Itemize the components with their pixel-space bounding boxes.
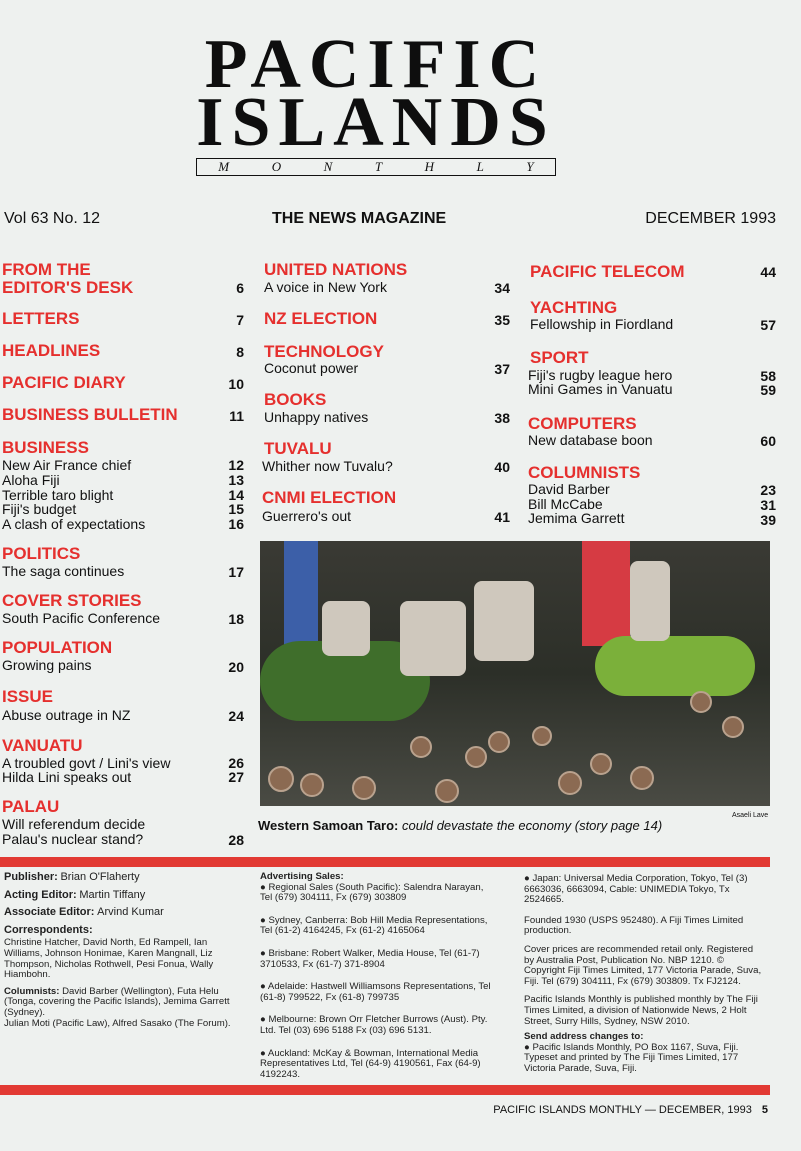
- page-number: 26: [228, 755, 244, 771]
- photo-vendor: [322, 601, 370, 656]
- masthead-logo: [196, 26, 556, 176]
- bottom-red-rule: [0, 1085, 770, 1095]
- page-number: 59: [760, 382, 776, 398]
- photo-taro: [630, 766, 654, 790]
- section-heading[interactable]: BOOKS: [264, 390, 327, 409]
- article-title[interactable]: Growing pains: [2, 657, 92, 673]
- photo-vendor: [630, 561, 670, 641]
- pub-entry: [524, 995, 764, 1027]
- page-number: 24: [228, 708, 244, 724]
- publication-info-column: [524, 874, 764, 1081]
- photo-bananas: [595, 636, 755, 696]
- photo-credit: Asaeli Lave: [732, 812, 769, 819]
- staff-entry: [4, 925, 240, 937]
- staff-text: Christine Hatcher, David North, Ed Rampell, Ian Williams, Johnson Honimae, Karen Mangnall, Liz Thompson, Nicholas Rothwell, Pesi Fonua, Wally Hiambohn.: [4, 937, 214, 981]
- article-title[interactable]: Hilda Lini speaks out: [2, 769, 132, 785]
- section-heading[interactable]: TECHNOLOGY: [264, 342, 384, 361]
- staff-entry: [4, 890, 240, 902]
- ad-text: ● Sydney, Canberra: Bob Hill Media Representations, Tel (61-2) 4164245, Fx (61-2) 4165064: [260, 914, 488, 937]
- ad-text: ● Auckland: McKay & Bowman, International Media Representatives Ltd, Tel (64-9) 4190561, Fax (64-9) 4192243.: [260, 1047, 481, 1080]
- article-title[interactable]: Aloha Fiji: [2, 472, 60, 488]
- tagline: THE NEWS MAGAZINE: [272, 210, 447, 227]
- article-title[interactable]: Terrible taro blight: [2, 487, 114, 503]
- article-title[interactable]: Bill McCabe: [528, 496, 603, 512]
- article-title[interactable]: David Barber: [528, 481, 610, 497]
- monthly-letter: M: [218, 159, 230, 174]
- article-title[interactable]: Whither now Tuvalu?: [262, 458, 393, 474]
- page-number: 31: [760, 497, 776, 513]
- ad-text: ● Regional Sales (South Pacific): Salendra Narayan, Tel (679) 304111, Fx (679) 303809: [260, 881, 484, 904]
- staff-label: Associate Editor:: [4, 906, 95, 919]
- section-heading[interactable]: YACHTING: [530, 298, 618, 317]
- staff-entry: [4, 907, 240, 919]
- dateline: [0, 210, 801, 232]
- monthly-letter: O: [271, 159, 282, 174]
- caption-bold: Western Samoan Taro:: [258, 818, 399, 833]
- staff-text: Arvind Kumar: [97, 906, 164, 919]
- page-number: 15: [228, 501, 244, 517]
- section-heading[interactable]: COVER STORIES: [2, 591, 142, 610]
- page-number: 6: [236, 280, 244, 296]
- page-number: 7: [236, 312, 244, 328]
- section-heading[interactable]: COMPUTERS: [528, 414, 637, 433]
- pub-text: ● Pacific Islands Monthly, PO Box 1167, Suva, Fiji. Typeset and printed by The Fiji Times Limited, 177 Victoria Parade, Suva, Fiji.: [524, 1041, 739, 1074]
- section-heading[interactable]: ISSUE: [2, 687, 54, 706]
- page-number: 37: [494, 361, 510, 377]
- section-heading[interactable]: SPORT: [530, 348, 589, 367]
- section-heading[interactable]: PALAU: [2, 797, 60, 816]
- pub-entry: [524, 945, 764, 987]
- photo-taro: [352, 776, 376, 800]
- article-title[interactable]: Jemima Garrett: [528, 510, 625, 526]
- issue-date: DECEMBER 1993: [645, 210, 776, 227]
- article-title[interactable]: Mini Games in Vanuatu: [528, 381, 673, 397]
- pub-text: ● Japan: Universal Media Corporation, Tokyo, Tel (3) 6663036, 6663094, Cable: UNIMEDIA Tokyo, Tx 2524665.: [524, 873, 748, 906]
- page-number: 17: [228, 564, 244, 580]
- article-title[interactable]: A voice in New York: [264, 279, 387, 295]
- section-heading[interactable]: EDITOR'S DESK: [2, 278, 134, 297]
- pub-text: Pacific Islands Monthly is published monthly by The Fiji Times Limited, a division of Nationwide News, 2 Holt Street, Surry Hills, Sydney, NSW 2010.: [524, 994, 758, 1027]
- staff-label: Correspondents:: [4, 923, 93, 936]
- page-number: 35: [494, 312, 510, 328]
- masthead-islands: ISLANDS: [196, 84, 556, 161]
- monthly-letter: T: [374, 159, 383, 174]
- pub-text: Founded 1930 (USPS 952480). A Fiji Times Limited production.: [524, 914, 744, 937]
- photo-taro: [558, 771, 582, 795]
- article-title[interactable]: Coconut power: [264, 360, 359, 376]
- staff-entry: [4, 1019, 240, 1030]
- photo-vendor: [474, 581, 534, 661]
- article-title[interactable]: Fiji's budget: [2, 501, 77, 517]
- staff-label: Publisher:: [4, 871, 58, 883]
- volume-number: Vol 63 No. 12: [4, 210, 101, 227]
- market-photo: [260, 541, 770, 806]
- page-number: 14: [228, 487, 244, 503]
- staff-entry: [4, 938, 240, 980]
- staff-label: Acting Editor:: [4, 888, 77, 901]
- page-number: 60: [760, 433, 776, 449]
- page-number: 8: [236, 344, 244, 360]
- photo-vendor: [400, 601, 466, 676]
- section-heading[interactable]: PACIFIC TELECOM: [530, 262, 685, 281]
- photo-taro: [300, 773, 324, 797]
- pub-entry: [524, 1043, 764, 1075]
- page-number: 10: [228, 376, 244, 392]
- page-number: 57: [760, 317, 776, 333]
- ad-entry: [260, 982, 498, 1003]
- photo-taro: [722, 716, 744, 738]
- page-number: 28: [228, 832, 244, 848]
- article-title[interactable]: Palau's nuclear stand?: [2, 831, 144, 847]
- article-title[interactable]: Unhappy natives: [264, 409, 369, 425]
- photo-taro: [690, 691, 712, 713]
- page-number: 13: [228, 472, 244, 488]
- staff-text: Julian Moti (Pacific Law), Alfred Sasako (The Forum).: [4, 1017, 231, 1029]
- pub-text: Cover prices are recommended retail only. Registered by Australia Post, Publication No. NBP 1210. © Copyright Fiji Times Limited, 177 Victoria Parade, Suva, Fiji. Tel (679) 304111, Fx (679) 303809. Tx FJ2124.: [524, 943, 762, 987]
- page-number: 23: [760, 482, 776, 498]
- section-heading[interactable]: PACIFIC DIARY: [2, 373, 126, 392]
- section-heading[interactable]: POLITICS: [2, 544, 81, 563]
- staff-text: Martin Tiffany: [79, 888, 146, 901]
- photo-taro: [532, 726, 552, 746]
- ad-text: ● Adelaide: Hastwell Williamsons Representations, Tel (61-8) 799522, Fx (61-8) 799735: [260, 981, 491, 1003]
- section-heading[interactable]: FROM THE: [2, 260, 91, 279]
- advertising-column: [260, 872, 498, 1086]
- photo-red-dress: [582, 541, 630, 646]
- section-heading[interactable]: UNITED NATIONS: [264, 260, 408, 279]
- photo-taro: [435, 779, 459, 803]
- photo-caption: [258, 818, 662, 833]
- article-title[interactable]: New database boon: [528, 432, 653, 448]
- ad-text: ● Brisbane: Robert Walker, Media House, Tel (61-7) 3710533, Fx (61-7) 371-8904: [260, 947, 480, 970]
- section-heading[interactable]: VANUATU: [2, 736, 83, 755]
- photo-taro: [488, 731, 510, 753]
- section-heading[interactable]: BUSINESS BULLETIN: [2, 405, 178, 424]
- masthead-pacific: PACIFIC: [204, 26, 548, 103]
- photo-taro: [590, 753, 612, 775]
- section-heading[interactable]: NZ ELECTION: [264, 309, 378, 328]
- staff-label: Columnists:: [4, 985, 60, 997]
- article-title[interactable]: Abuse outrage in NZ: [2, 707, 131, 723]
- staff-entry: [4, 987, 240, 1019]
- photo-taro: [268, 766, 294, 792]
- ad-text: ● Melbourne: Brown Orr Fletcher Burrows (Aust). Pty. Ltd. Tel (03) 696 5188 Fx (03) 696 5131.: [260, 1014, 488, 1036]
- section-heading[interactable]: TUVALU: [264, 439, 332, 458]
- page-footer: [493, 1104, 768, 1116]
- page-number: 44: [760, 264, 776, 280]
- ad-entry: [260, 916, 498, 937]
- article-title[interactable]: New Air France chief: [2, 457, 132, 473]
- article-title[interactable]: A clash of expectations: [2, 516, 146, 532]
- monthly-letter: L: [476, 159, 484, 174]
- caption-text: could devastate the economy (story page 14): [402, 818, 663, 833]
- article-title[interactable]: South Pacific Conference: [2, 610, 160, 626]
- page-number-footer: 5: [761, 1104, 768, 1116]
- monthly-letter: Y: [526, 159, 534, 174]
- running-head: PACIFIC ISLANDS MONTHLY — DECEMBER, 1993: [493, 1104, 752, 1116]
- page-number: 34: [494, 280, 510, 296]
- page-number: 12: [228, 457, 244, 473]
- page-number: 16: [228, 516, 244, 532]
- pub-entry: [524, 874, 764, 906]
- monthly-letter: N: [323, 159, 333, 174]
- top-red-rule: [0, 857, 770, 867]
- section-heading[interactable]: COLUMNISTS: [528, 463, 641, 482]
- article-title[interactable]: Will referendum decide: [2, 816, 146, 832]
- ad-label: Advertising Sales:: [260, 871, 344, 882]
- page-number: 18: [228, 611, 244, 627]
- section-heading[interactable]: CNMI ELECTION: [262, 488, 397, 507]
- page-number: 39: [760, 512, 776, 528]
- page-number: 58: [760, 368, 776, 384]
- pub-label: Send address changes to:: [524, 1031, 644, 1043]
- page-number: 38: [494, 410, 510, 426]
- ad-entry: [260, 883, 498, 904]
- page-number: 41: [494, 509, 510, 525]
- staff-column: [4, 872, 240, 1035]
- ad-entry: [260, 1049, 498, 1081]
- article-title[interactable]: Guerrero's out: [262, 508, 352, 524]
- section-heading[interactable]: HEADLINES: [2, 341, 101, 360]
- photo-taro: [410, 736, 432, 758]
- article-title[interactable]: A troubled govt / Lini's view: [2, 755, 171, 771]
- ad-entry: [260, 1015, 498, 1036]
- monthly-letter: H: [424, 159, 435, 174]
- staff-text: David Barber (Wellington), Futa Helu (Tonga, covering the Pacific Islands), Jemima Garrett (Sydney).: [4, 985, 230, 1018]
- ad-entry: [260, 949, 498, 970]
- page-number: 11: [229, 408, 244, 424]
- photo-taro: [465, 746, 487, 768]
- article-title[interactable]: Fiji's rugby league hero: [528, 367, 673, 383]
- article-title[interactable]: The saga continues: [2, 563, 125, 579]
- section-heading[interactable]: POPULATION: [2, 638, 113, 657]
- section-heading[interactable]: BUSINESS: [2, 438, 89, 457]
- staff-entry: [4, 872, 240, 884]
- page-number: 40: [494, 459, 510, 475]
- staff-text: Brian O'Flaherty: [60, 871, 140, 883]
- section-heading[interactable]: LETTERS: [2, 309, 80, 328]
- page-number: 27: [228, 769, 244, 785]
- pub-entry: [524, 916, 764, 937]
- article-title[interactable]: Fellowship in Fiordland: [530, 316, 674, 332]
- page-number: 20: [228, 659, 244, 675]
